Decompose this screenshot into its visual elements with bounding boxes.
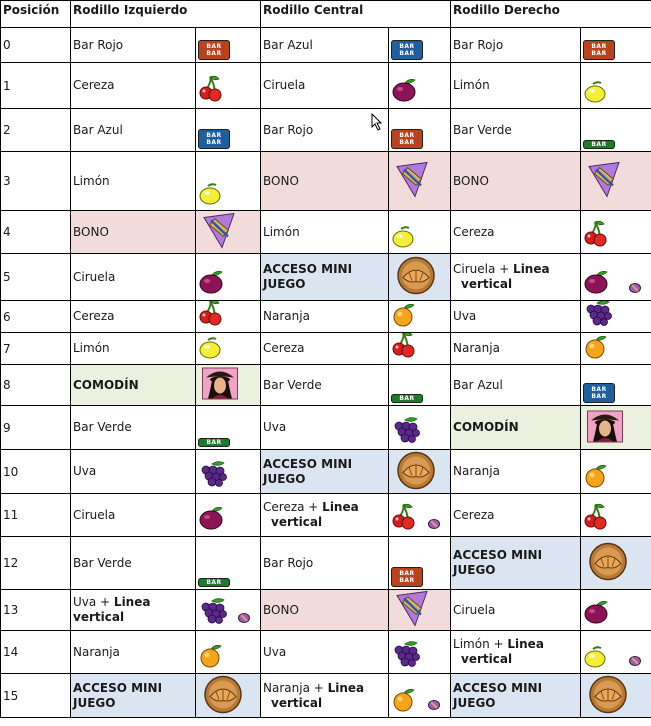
symbol-text: Linea — [507, 637, 544, 651]
header-rodillo-derecho: Rodillo Derecho — [451, 1, 651, 28]
bonus-icon — [395, 590, 429, 631]
table-row — [1, 28, 651, 63]
symbol-icon-cell-right — [581, 365, 651, 406]
table-row — [1, 254, 651, 301]
symbol-text: Uva — [263, 644, 287, 659]
symbol-icon-cell-right — [581, 333, 651, 365]
symbol-name-left — [71, 211, 196, 254]
position-cell: 13 — [1, 590, 71, 631]
position-cell: 11 — [1, 494, 71, 537]
cherry-icon — [198, 75, 222, 106]
symbol-icon-cell-left — [196, 152, 261, 211]
bar-label: BAR — [206, 43, 222, 50]
symbol-text: Limón — [73, 341, 110, 355]
symbol-name-left — [71, 28, 196, 63]
table-row — [1, 152, 651, 211]
symbol-icon-cell-left — [196, 301, 261, 333]
orange-icon — [583, 335, 609, 362]
lemon-icon — [583, 81, 609, 106]
orange-icon — [391, 303, 417, 330]
symbol-icon-cell-right — [581, 674, 651, 718]
symbol-name-center — [261, 28, 389, 63]
symbol-text: ACCESO MINI JUEGO — [453, 548, 543, 577]
symbol-icon-cell-right — [581, 152, 651, 211]
symbol-name-center — [261, 109, 389, 152]
symbol-name-right — [451, 365, 581, 406]
table-row — [1, 109, 651, 152]
symbol-icon-cell-right — [581, 63, 651, 109]
symbol-icon-cell-center — [389, 211, 451, 254]
mouse-cursor-icon — [371, 113, 383, 134]
bar-azul-icon — [391, 40, 423, 60]
symbol-text: Linea — [327, 680, 365, 695]
header-row — [1, 1, 651, 28]
bar-label: BAR — [591, 386, 607, 393]
symbol-name-center — [261, 333, 389, 365]
bar-rojo-icon — [391, 129, 423, 149]
symbol-icon-cell-right — [581, 301, 651, 333]
symbol-icon-cell-center — [389, 63, 451, 109]
bar-label: BAR — [206, 579, 222, 586]
symbol-icon-cell-right — [581, 590, 651, 631]
position-cell: 9 — [1, 406, 71, 450]
position-cell: 5 — [1, 254, 71, 301]
croissant-icon — [202, 675, 244, 716]
symbol-name-right — [451, 537, 581, 590]
croissant-icon — [587, 675, 629, 716]
symbol-text: BONO — [263, 602, 299, 617]
position-cell: 3 — [1, 152, 71, 211]
symbol-name-left — [71, 63, 196, 109]
symbol-text: vertical — [271, 695, 323, 710]
bar-azul-icon — [583, 383, 615, 403]
bar-rojo-icon — [583, 40, 615, 60]
symbol-icon-cell-left — [196, 631, 261, 674]
cherry-icon — [198, 301, 222, 331]
symbol-name-right — [451, 254, 581, 301]
symbol-name-right — [451, 333, 581, 365]
bar-label: BAR — [399, 50, 415, 57]
mini-icon — [428, 699, 440, 713]
symbol-text: ACCESO MINI JUEGO — [73, 680, 163, 710]
table-row — [1, 365, 651, 406]
symbol-text: Uva — [263, 420, 287, 434]
symbol-text: Limón — [73, 173, 110, 188]
symbol-text: Ciruela + — [453, 262, 514, 276]
symbol-text: Cereza — [263, 341, 305, 355]
bar-rojo-icon — [391, 567, 423, 587]
symbol-text: vertical — [461, 652, 513, 666]
bar-azul-icon — [198, 129, 230, 149]
lemon-icon — [198, 337, 224, 362]
symbol-text: Linea — [322, 500, 359, 514]
symbol-name-right — [451, 674, 581, 718]
symbol-icon-cell-left — [196, 537, 261, 590]
symbol-icon-cell-center — [389, 631, 451, 674]
header-rodillo-izquierdo: Rodillo Izquierdo — [71, 1, 261, 28]
table-row — [1, 450, 651, 494]
symbol-text: Cereza + — [263, 500, 323, 514]
symbol-text: Naranja + — [263, 680, 328, 695]
symbol-text: vertical — [461, 277, 513, 291]
symbol-text: Limón + — [453, 637, 508, 651]
symbol-icon-cell-center — [389, 450, 451, 494]
symbol-icon-cell-right — [581, 537, 651, 590]
bar-label: BAR — [591, 50, 607, 57]
symbol-text: Bar Verde — [263, 377, 322, 392]
symbol-icon-cell-right — [581, 450, 651, 494]
symbol-name-right — [451, 28, 581, 63]
grape-icon — [198, 597, 228, 628]
bar-label: BAR — [591, 141, 607, 148]
symbol-name-left — [71, 674, 196, 718]
bar-label: BAR — [399, 395, 415, 402]
symbol-text: Linea vertical — [73, 595, 151, 624]
bar-label: BAR — [206, 139, 222, 146]
symbol-text: Linea — [513, 262, 550, 276]
position-cell: 14 — [1, 631, 71, 674]
symbol-text: Bar Rojo — [263, 555, 314, 570]
symbol-icon-cell-left — [196, 674, 261, 718]
symbol-name-left — [71, 333, 196, 365]
position-cell: 1 — [1, 63, 71, 109]
wild-icon — [587, 410, 623, 445]
plum-icon — [198, 505, 226, 534]
bar-label: BAR — [399, 570, 415, 577]
symbol-name-right — [451, 211, 581, 254]
symbol-icon-cell-center — [389, 333, 451, 365]
symbol-text: Limón — [263, 224, 300, 239]
position-cell: 12 — [1, 537, 71, 590]
symbol-name-center — [261, 631, 389, 674]
symbol-text: Limón — [453, 78, 490, 92]
symbol-icon-cell-left — [196, 211, 261, 254]
symbol-text: COMODÍN — [73, 377, 139, 392]
table-row — [1, 333, 651, 365]
symbol-name-right — [451, 301, 581, 333]
orange-icon — [583, 464, 609, 491]
symbol-name-center — [261, 365, 389, 406]
bar-label: BAR — [591, 43, 607, 50]
symbol-name-left — [71, 254, 196, 301]
symbol-name-center — [261, 211, 389, 254]
cherry-icon — [583, 503, 607, 534]
symbol-text: vertical — [271, 515, 323, 529]
symbol-text: Bar Rojo — [73, 37, 124, 52]
header-rodillo-central: Rodillo Central — [261, 1, 451, 28]
symbol-text: Bar Rojo — [453, 37, 504, 52]
symbol-icon-cell-center — [389, 494, 451, 537]
mini-icon — [428, 518, 440, 532]
cherry-icon — [391, 503, 415, 534]
symbol-icon-cell-center — [389, 674, 451, 718]
position-cell: 10 — [1, 450, 71, 494]
symbol-name-center — [261, 590, 389, 631]
symbol-name-right — [451, 450, 581, 494]
table-row — [1, 537, 651, 590]
bonus-icon — [395, 161, 429, 202]
symbol-text: Bar Verde — [73, 555, 132, 570]
table-row — [1, 406, 651, 450]
symbol-name-center — [261, 254, 389, 301]
symbol-text: COMODÍN — [453, 420, 519, 434]
cherry-icon — [583, 220, 607, 251]
bar-label: BAR — [206, 439, 222, 446]
symbol-text: Bar Verde — [73, 420, 132, 434]
symbol-text: Ciruela — [453, 602, 496, 617]
bar-label: BAR — [399, 43, 415, 50]
mini-icon — [629, 655, 641, 669]
bar-verde-icon — [583, 140, 615, 149]
symbol-name-left — [71, 631, 196, 674]
symbol-text: Uva — [453, 309, 477, 323]
symbol-text: Uva + — [73, 595, 114, 609]
symbol-name-left — [71, 406, 196, 450]
symbol-text: ACCESO MINI JUEGO — [453, 680, 543, 710]
croissant-icon — [395, 257, 437, 298]
croissant-icon — [395, 451, 437, 492]
symbol-icon-cell-left — [196, 590, 261, 631]
symbol-text: BONO — [73, 224, 109, 239]
symbol-text: Cereza — [453, 224, 495, 239]
table-row — [1, 674, 651, 718]
grape-icon — [198, 460, 228, 491]
symbol-icon-cell-center — [389, 152, 451, 211]
header-posicion: Posición — [1, 1, 71, 28]
symbol-icon-cell-right — [581, 494, 651, 537]
symbol-text: Ciruela — [73, 269, 116, 284]
symbol-icon-cell-left — [196, 406, 261, 450]
symbol-text: Ciruela — [73, 507, 116, 522]
symbol-icon-cell-center — [389, 365, 451, 406]
symbol-name-right — [451, 109, 581, 152]
lemon-icon — [198, 183, 224, 208]
orange-icon — [391, 688, 417, 715]
croissant-icon — [587, 543, 629, 584]
symbol-text: Bar Rojo — [263, 122, 314, 137]
symbol-text: Cereza — [453, 507, 495, 522]
symbol-icon-cell-center — [389, 254, 451, 301]
symbol-name-right — [451, 152, 581, 211]
position-cell: 0 — [1, 28, 71, 63]
bonus-icon — [587, 161, 621, 202]
symbol-text: Naranja — [453, 464, 500, 478]
bar-label: BAR — [206, 50, 222, 57]
position-cell: 7 — [1, 333, 71, 365]
grape-icon — [391, 640, 421, 671]
symbol-text: Naranja — [263, 309, 310, 323]
symbol-name-right — [451, 63, 581, 109]
bar-rojo-icon — [198, 40, 230, 60]
symbol-name-center — [261, 406, 389, 450]
bar-label: BAR — [399, 132, 415, 139]
symbol-name-left — [71, 494, 196, 537]
symbol-icon-cell-center — [389, 406, 451, 450]
symbol-text: BONO — [263, 173, 299, 188]
symbol-icon-cell-left — [196, 254, 261, 301]
symbol-name-left — [71, 301, 196, 333]
symbol-name-center — [261, 301, 389, 333]
symbol-icon-cell-center — [389, 590, 451, 631]
symbol-text: Naranja — [73, 644, 120, 659]
symbol-name-right — [451, 406, 581, 450]
symbol-text: Ciruela — [263, 78, 306, 92]
table-row — [1, 494, 651, 537]
lemon-icon — [583, 646, 609, 671]
symbol-icon-cell-left — [196, 109, 261, 152]
symbol-icon-cell-center — [389, 537, 451, 590]
bar-label: BAR — [206, 132, 222, 139]
lemon-icon — [391, 226, 417, 251]
position-cell: 8 — [1, 365, 71, 406]
symbol-icon-cell-left — [196, 494, 261, 537]
symbol-name-center — [261, 537, 389, 590]
symbol-name-left — [71, 537, 196, 590]
symbol-name-left — [71, 450, 196, 494]
grape-icon — [583, 301, 613, 331]
symbol-text: Uva — [73, 464, 97, 478]
symbol-text: Naranja — [453, 341, 500, 355]
symbol-name-left — [71, 590, 196, 631]
symbol-text: ACCESO MINI JUEGO — [263, 262, 353, 291]
symbol-text: Bar Azul — [73, 122, 123, 137]
symbol-icon-cell-left — [196, 333, 261, 365]
symbol-icon-cell-center — [389, 28, 451, 63]
symbol-text: Bar Azul — [453, 377, 503, 392]
symbol-name-left — [71, 109, 196, 152]
symbol-icon-cell-left — [196, 63, 261, 109]
grape-icon — [391, 416, 421, 447]
symbol-icon-cell-left — [196, 450, 261, 494]
symbol-text: Bar Verde — [453, 122, 512, 137]
orange-icon — [198, 644, 224, 671]
plum-icon — [198, 269, 226, 298]
symbol-icon-cell-center — [389, 301, 451, 333]
plum-icon — [583, 599, 611, 628]
symbol-name-center — [261, 152, 389, 211]
symbol-icon-cell-right — [581, 28, 651, 63]
plum-icon — [391, 77, 419, 106]
bar-label: BAR — [399, 139, 415, 146]
wild-icon — [202, 368, 238, 403]
table-row — [1, 63, 651, 109]
symbol-icon-cell-right — [581, 631, 651, 674]
table-row — [1, 211, 651, 254]
table-row — [1, 590, 651, 631]
symbol-icon-cell-left — [196, 365, 261, 406]
symbol-text: ACCESO MINI JUEGO — [263, 456, 353, 486]
symbol-icon-cell-center — [389, 109, 451, 152]
table-row — [1, 301, 651, 333]
bar-verde-icon — [391, 394, 423, 403]
bar-verde-icon — [198, 438, 230, 447]
bar-label: BAR — [591, 393, 607, 400]
position-cell: 2 — [1, 109, 71, 152]
bar-verde-icon — [198, 578, 230, 587]
symbol-icon-cell-left — [196, 28, 261, 63]
symbol-name-right — [451, 631, 581, 674]
table-row — [1, 631, 651, 674]
symbol-text: Cereza — [73, 309, 115, 323]
symbol-name-center — [261, 450, 389, 494]
symbol-name-right — [451, 590, 581, 631]
symbol-name-left — [71, 365, 196, 406]
position-cell: 6 — [1, 301, 71, 333]
symbol-name-center — [261, 494, 389, 537]
cherry-icon — [391, 333, 415, 363]
symbol-name-center — [261, 63, 389, 109]
symbol-name-center — [261, 674, 389, 718]
symbol-icon-cell-right — [581, 406, 651, 450]
symbol-icon-cell-right — [581, 254, 651, 301]
mini-icon — [629, 282, 641, 296]
bar-label: BAR — [399, 577, 415, 584]
position-cell: 4 — [1, 211, 71, 254]
symbol-icon-cell-right — [581, 109, 651, 152]
symbol-name-right — [451, 494, 581, 537]
symbol-text: Cereza — [73, 78, 115, 92]
symbol-icon-cell-right — [581, 211, 651, 254]
symbol-text: BONO — [453, 173, 489, 188]
plum-icon — [583, 269, 611, 298]
symbol-text: Bar Azul — [263, 37, 313, 52]
symbol-name-left — [71, 152, 196, 211]
position-cell: 15 — [1, 674, 71, 718]
mini-icon — [238, 612, 250, 626]
bonus-icon — [202, 212, 236, 253]
